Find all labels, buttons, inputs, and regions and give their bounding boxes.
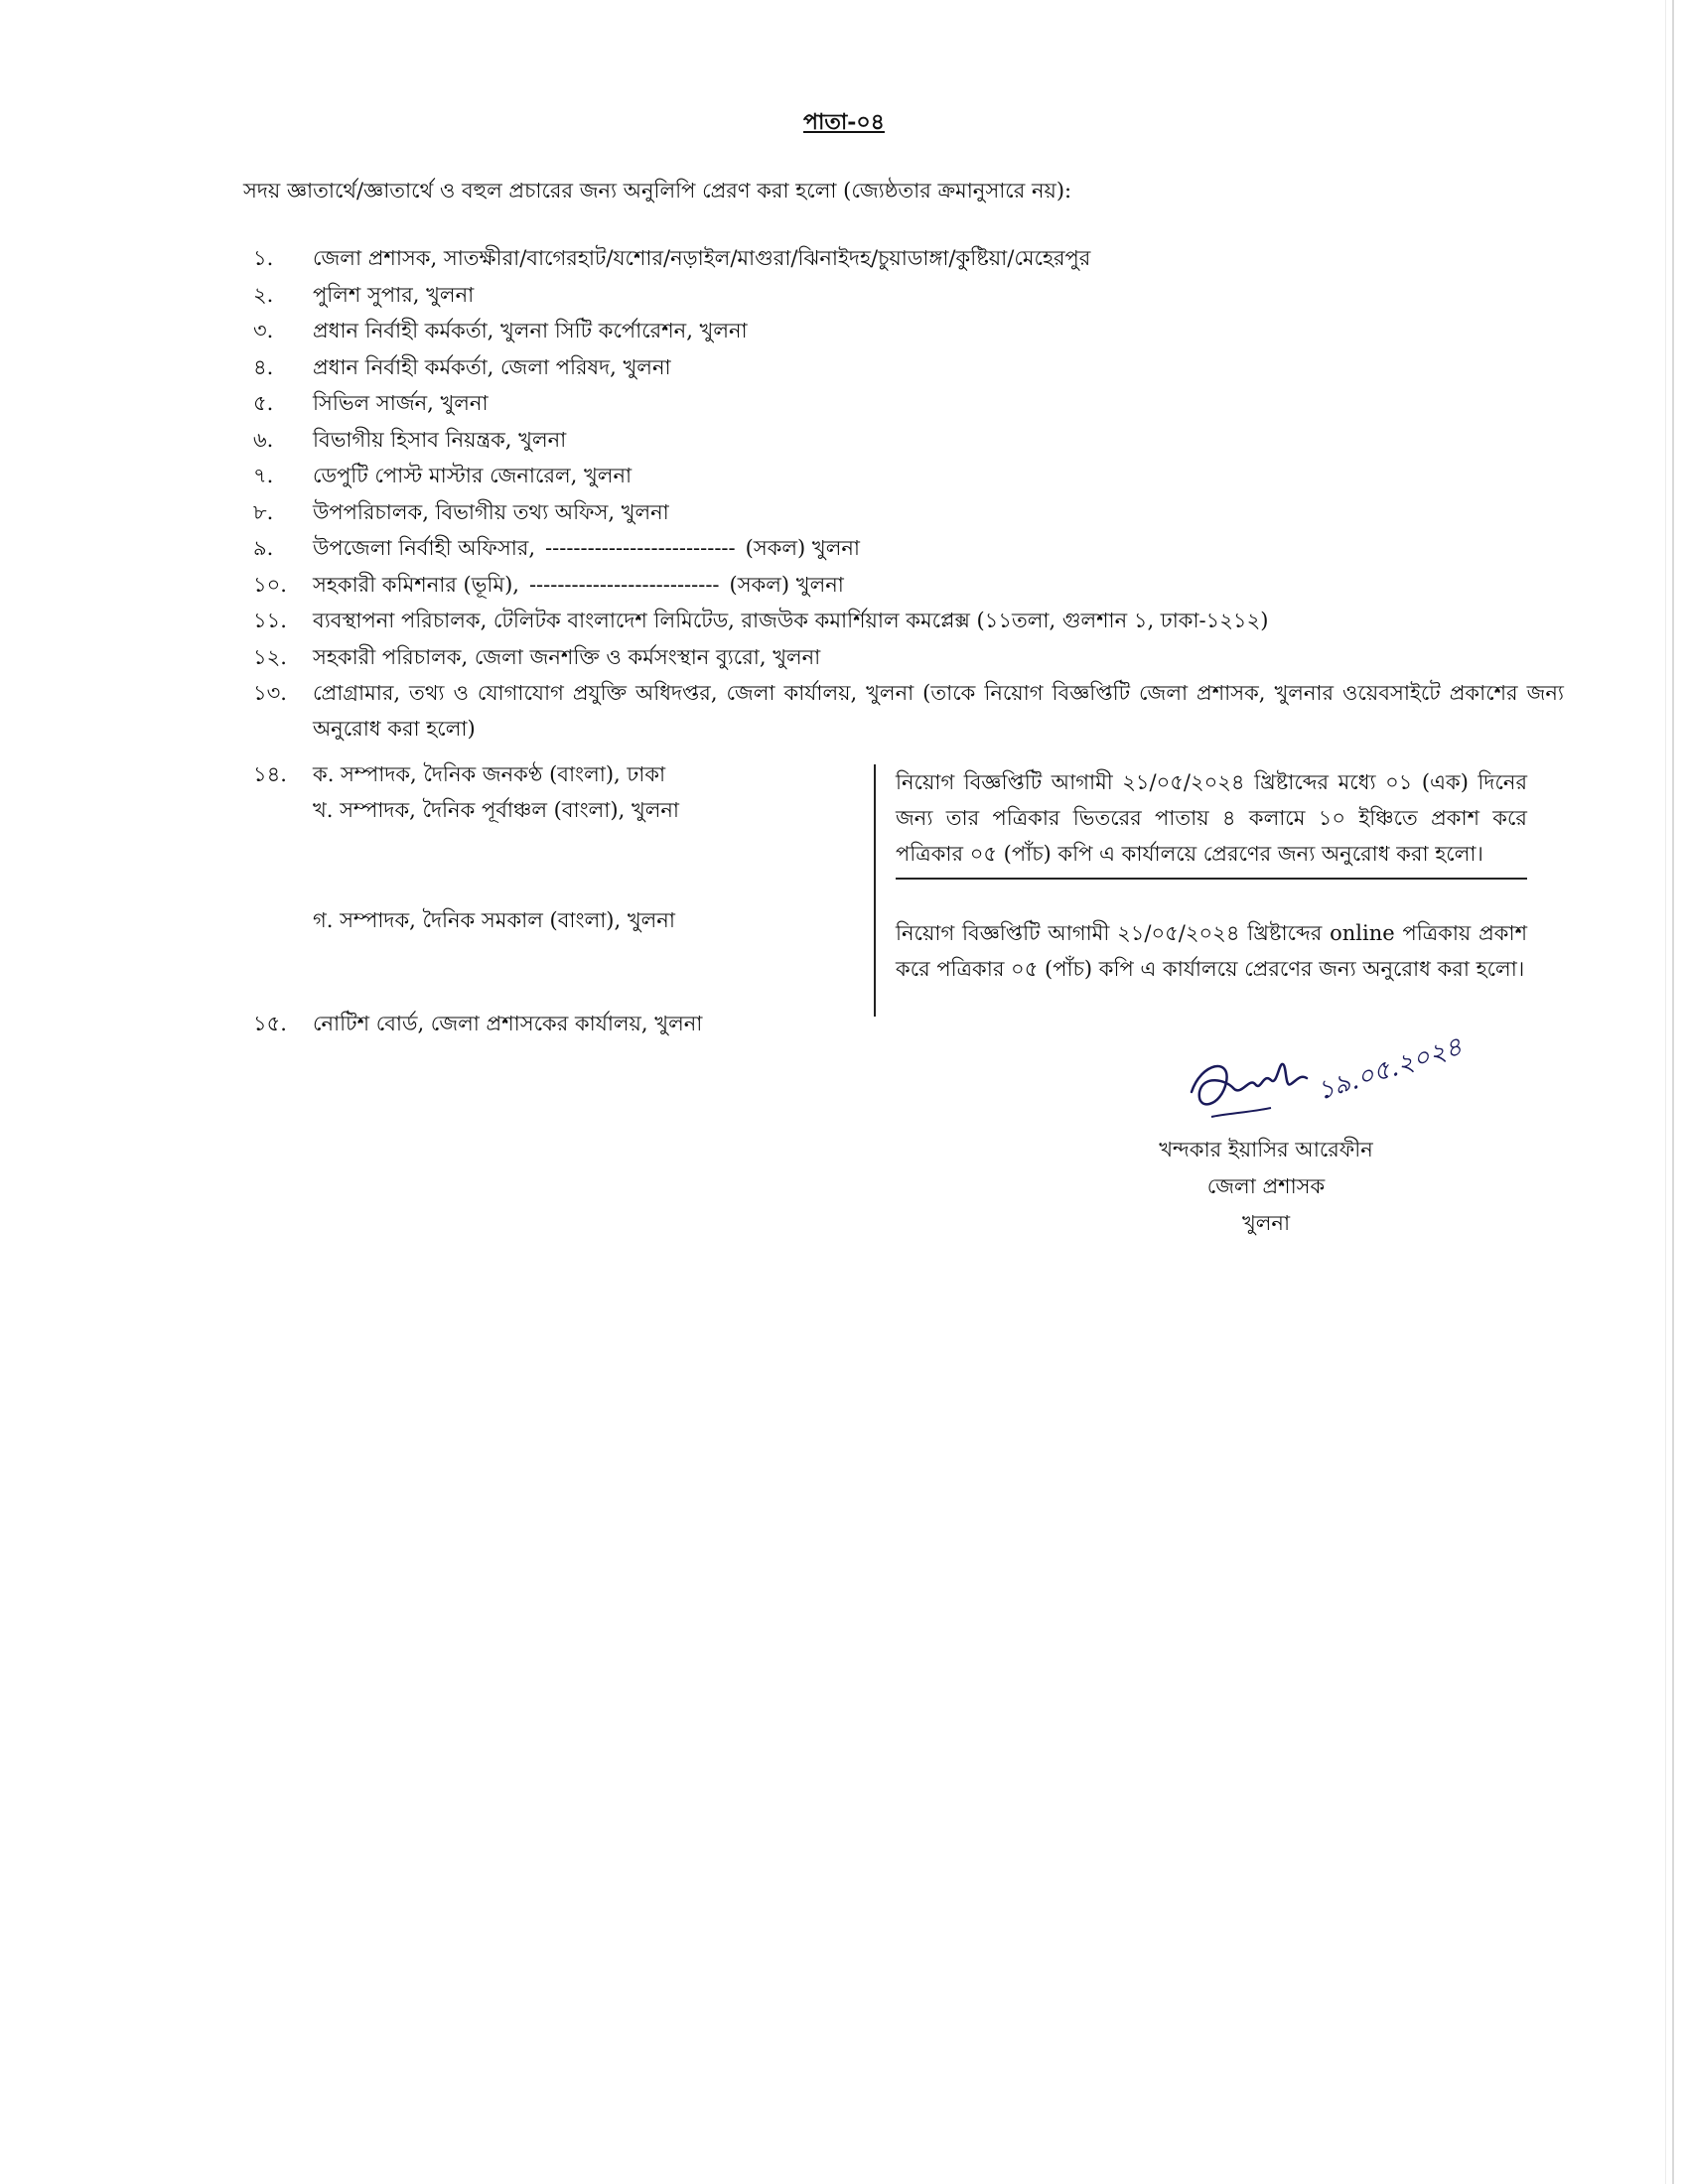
handwritten-signature [1172,1023,1467,1142]
list-item: ৪. প্রধান নির্বাহী কর্মকর্তা, জেলা পরিষদ, খুলনা [253,354,671,379]
list-item: ২. পুলিশ সুপার, খুলনা [253,282,475,307]
list-item: ১২. সহকারী পরিচালক, জেলা জনশক্তি ও কর্মসংস্থান ব্যুরো, খুলনা [253,644,821,669]
page-edge-shadow [1665,0,1666,2184]
page-edge [1672,0,1674,2184]
list-item: ১১. ব্যবস্থাপনা পরিচালক, টেলিটক বাংলাদেশ লিমিটেড, রাজউক কমার্শিয়াল কমপ্লেক্স (১১তলা, গুলশান ১, ঢাকা-১২১২) [253,609,1269,632]
page-label: পাতা-০৪ [803,109,885,135]
list-item: ৮. উপপরিচালক, বিভাগীয় তথ্য অফিস, খুলনা [253,499,669,524]
item-15: ১৫. নোটিশ বোর্ড, জেলা প্রশাসকের কার্যালয়, খুলনা [253,1012,703,1035]
list-item: ৬. বিভাগীয় হিসাব নিয়ন্ত্রক, খুলনা [253,427,567,452]
list-item: ৫. সিভিল সার্জন, খুলনা [253,391,489,415]
signatory-designation: জেলা প্রশাসক [1206,1174,1326,1198]
list-item: ৩. প্রধান নির্বাহী কর্মকর্তা, খুলনা সিটি কর্পোরেশন, খুলনা [253,319,748,342]
newspaper-kha: খ. সম্পাদক, দৈনিক পূর্বাঞ্চল (বাংলা), খুলনা [313,798,680,822]
print-instruction: নিয়োগ বিজ্ঞপ্তিটি আগামী ২১/০৫/২০২৪ খ্রিষ্টাব্দের মধ্যে ০১ (এক) দিনের জন্য তার পত্রিকার ভিতরের পাতায় ৪ কলামে ১০ ইঞ্চিতে প্রকাশ করে পত্রিকার ০৫ (পাঁচ) কপি এ কার্যালয়ে প্রেরণের জন্য অনুরোধ করা হলো। [896,764,1527,880]
newspaper-ka: ১৪. ক. সম্পাদক, দৈনিক জনকণ্ঠ (বাংলা), ঢাকা [253,762,666,786]
intro-text: সদয় জ্ঞাতার্থে/জ্ঞাতার্থে ও বহুল প্রচারের জন্য অনুলিপি প্রেরণ করা হলো (জ্যেষ্ঠতার ক্রমানুসারে নয়): [243,179,1072,203]
list-item: ১৩. প্রোগ্রামার, তথ্য ও যোগাযোগ প্রযুক্তি অধিদপ্তর, জেলা কার্যালয়, খুলনা (তাকে নিয়োগ বিজ্ঞপ্তিটি জেলা প্রশাসক, খুলনার ওয়েবসাইটে প্রকাশের জন্য অনুরোধ করা হলো) [253,681,1564,741]
signatory-name: খন্দকার ইয়াসির আরেফীন [1159,1138,1373,1161]
signatory-location: খুলনা [1241,1211,1291,1235]
item-14-newspapers [253,756,849,828]
online-instruction: নিয়োগ বিজ্ঞপ্তিটি আগামী ২১/০৫/২০২৪ খ্রিষ্টাব্দের online পত্রিকায় প্রকাশ করে পত্রিকার ০৫ (পাঁচ) কপি এ কার্যালয়ে প্রেরণের জন্য অনুরোধ করা হলো। [896,921,1527,981]
list-item: ৯. উপজেলা নির্বাহী অফিসার, --------------------------- (সকল) খুলনা [253,536,860,560]
signature-date: ১৯.০৫.২০২৪ [1313,1031,1467,1107]
newspaper-ga: গ. সম্পাদক, দৈনিক সমকাল (বাংলা), খুলনা [313,908,675,932]
list-item: ৭. ডেপুটি পোস্ট মাস্টার জেনারেল, খুলনা [253,464,633,487]
divider-line [874,764,876,1017]
list-item: ১০. সহকারী কমিশনার (ভূমি), --------------------------- (সকল) খুলনা [253,572,844,597]
distribution-list [253,240,1564,747]
signatory-block [1043,1132,1489,1242]
list-item: ১. জেলা প্রশাসক, সাতক্ষীরা/বাগেরহাট/যশোর/নড়াইল/মাগুরা/ঝিনাইদহ/চুয়াডাঙ্গা/কুষ্টিয়া/মেহেরপুর [253,246,1091,270]
